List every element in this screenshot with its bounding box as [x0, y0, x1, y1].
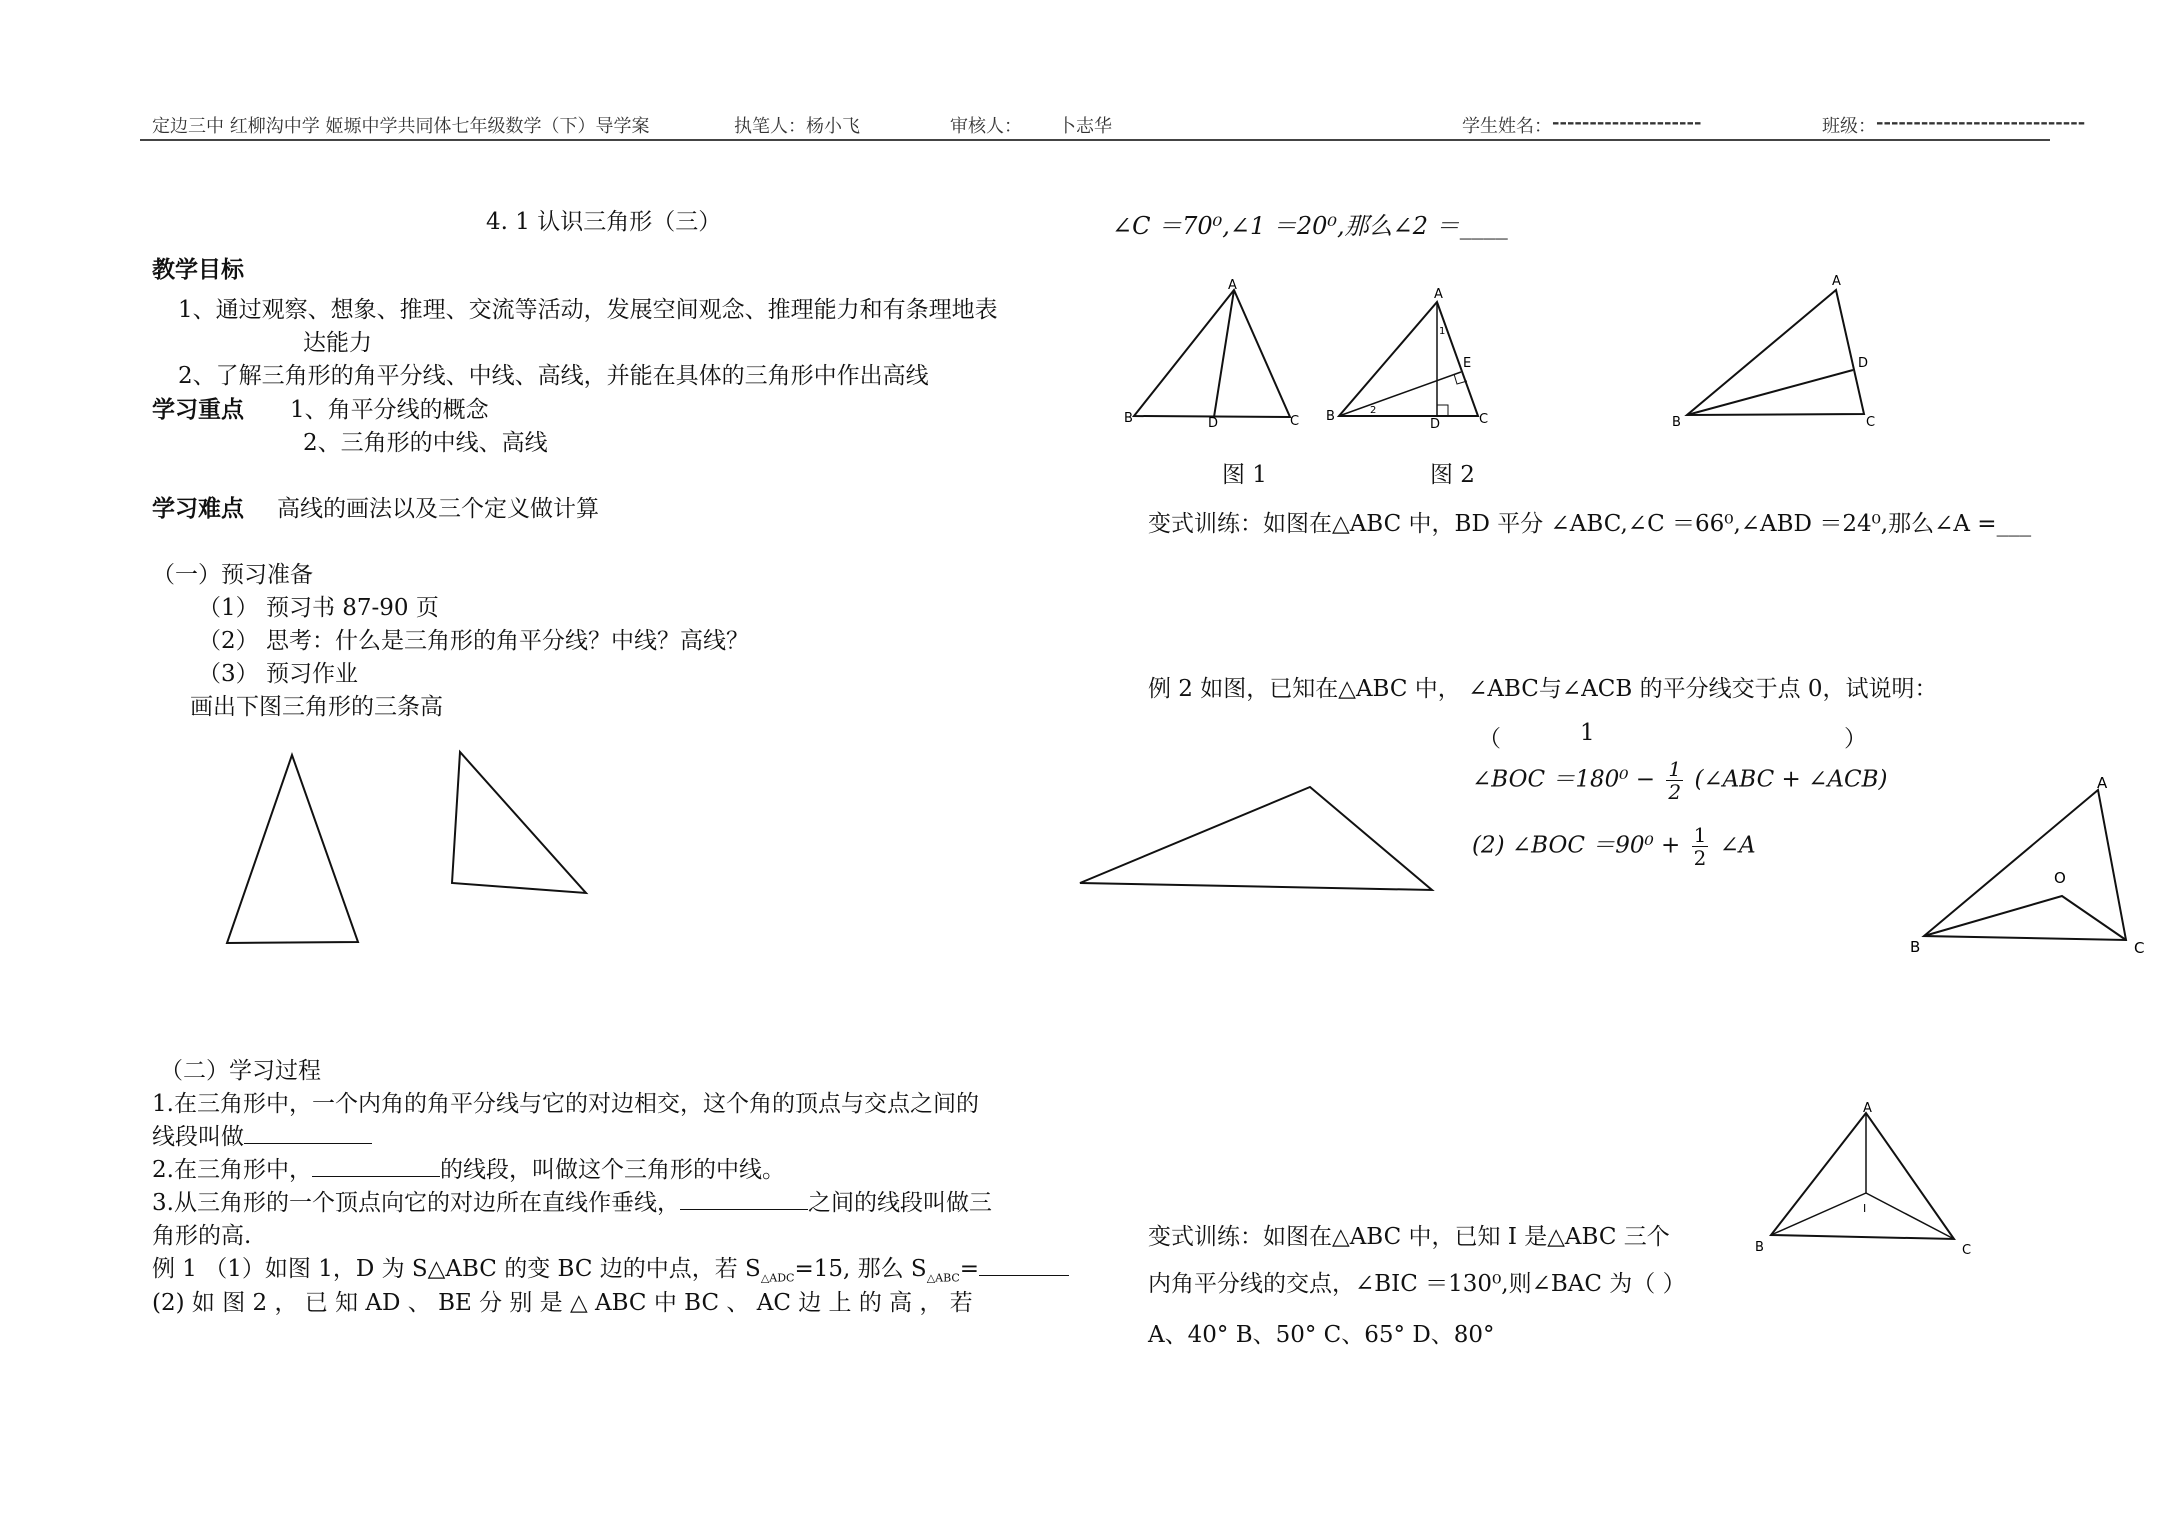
figI-label-a: A [1863, 1101, 1872, 1116]
question-3a-text: 3.从三角形的一个顶点向它的对边所在直线作垂线， [152, 1190, 680, 1216]
prep-item-2: （2） 思考：什么是三角形的角平分线？中线？高线？ [198, 628, 749, 654]
fig3-label-a: A [1832, 274, 1841, 289]
variation-1: 变式训练：如图在△ABC 中，BD 平分 ∠ABC,∠C ＝66⁰,∠ABD ＝24⁰,那么∠A =___ [1148, 511, 2032, 537]
boc-formula-2: (2) ∠BOC ＝90⁰ + [1472, 832, 1681, 859]
figO-label-c: C [2134, 939, 2145, 957]
fig1-label-d: D [1208, 416, 1219, 431]
fig1-label-a: A [1228, 278, 1237, 293]
prep-item-1: （1） 预习书 87-90 页 [198, 595, 439, 621]
fraction-1-denominator: 2 [1668, 780, 1682, 804]
difficulty-heading: 学习难点 [152, 495, 244, 522]
fraction-2-numerator: 1 [1693, 823, 1707, 847]
variation-2-line-2: 内角平分线的交点，∠BIC ＝130⁰,则∠BAC 为（ ） [1148, 1271, 1686, 1297]
boc-formula-2-tail: ∠A [1719, 832, 1756, 859]
example-2-part-1-close: ） [1844, 726, 1867, 752]
question-2a-text: 2.在三角形中， [152, 1157, 312, 1183]
fig2-label-angle-1: 1 [1439, 326, 1446, 337]
example-1-text-b: =15, 那么 S [794, 1256, 927, 1282]
class-label: 班级： [1822, 116, 1876, 137]
header-reviewer: 卜志华 [1058, 116, 1112, 137]
student-name-blank[interactable]: -------------------- [1552, 112, 1702, 133]
fraction-2-denominator: 2 [1693, 846, 1707, 870]
multiple-choice-options[interactable]: A、40° B、50° C、65° D、80° [1148, 1322, 1495, 1348]
class-blank[interactable]: ---------------------------- [1876, 112, 2086, 133]
fig2-label-a: A [1434, 287, 1443, 302]
example-1-text-a: 例 1 （1）如图 1，D 为 S△ABC 的变 BC 边的中点，若 S [152, 1256, 761, 1282]
header-school: 定边三中 红柳沟中学 姬塬中学共同体七年级数学（下）导学案 [152, 116, 650, 137]
fig2-label-b: B [1326, 409, 1335, 424]
header-reviewer-label: 审核人： [950, 116, 1022, 137]
question-2b-text: 的线段，叫做这个三角形的中线。 [439, 1157, 785, 1183]
goal-1-cont: 达能力 [303, 330, 372, 356]
figO-label-b: B [1910, 938, 1921, 956]
question-3c: 角形的高. [152, 1223, 252, 1249]
fig2-label-d: D [1430, 417, 1441, 432]
boc-formula-1: ∠BOC ＝180⁰ − [1472, 766, 1656, 793]
example-2: 例 2 如图，已知在△ABC 中， ∠ABC与∠ACB 的平分线交于点 0，试说明： [1148, 676, 1938, 702]
example-2-part-1-open: （ [1478, 726, 1501, 752]
area-subscript-adc: △ADC [760, 1271, 795, 1285]
process-heading: （二）学习过程 [160, 1058, 321, 1084]
area-subscript-abc: △ABC [926, 1271, 960, 1285]
figure-1-caption: 图 1 [1222, 462, 1267, 488]
figI-label-b: B [1755, 1240, 1764, 1255]
student-name-label: 学生姓名： [1462, 116, 1552, 137]
focus-heading: 学习重点 [152, 396, 244, 423]
boc-formula-1-tail: (∠ABC + ∠ACB) [1694, 766, 1888, 793]
difficulty-text: 高线的画法以及三个定义做计算 [277, 496, 599, 522]
page-title: 4. 1 认识三角形（三） [486, 209, 722, 235]
example-1-part-2: (2) 如 图 2 ， 已 知 AD 、 BE 分 别 是 △ ABC 中 BC 、 AC 边 上 的 高 ， 若 [152, 1290, 973, 1316]
example-2-part-1-number: 1 [1580, 720, 1595, 746]
fig3-label-d: D [1858, 356, 1869, 371]
figI-label-c: C [1962, 1243, 1972, 1258]
focus-1: 1、角平分线的概念 [290, 397, 489, 423]
goal-2: 2、了解三角形的角平分线、中线、高线，并能在具体的三角形中作出高线 [178, 363, 929, 389]
fig1-label-c: C [1290, 414, 1300, 429]
angle-condition: ∠C ＝70⁰,∠1 ＝20⁰,那么∠2 ＝____ [1112, 212, 1508, 240]
variation-2-line-1: 变式训练：如图在△ABC 中，已知 I 是△ABC 三个 [1148, 1224, 1670, 1250]
prep-heading: （一）预习准备 [152, 562, 313, 588]
fig3-label-c: C [1866, 415, 1876, 430]
goal-1: 1、通过观察、想象、推理、交流等活动，发展空间观念、推理能力和有条理地表 [178, 297, 998, 323]
fig1-label-b: B [1124, 411, 1133, 426]
fig3-label-b: B [1672, 415, 1681, 430]
figI-label-i: I [1863, 1202, 1867, 1215]
fig2-label-angle-2: 2 [1370, 405, 1377, 416]
fraction-1-numerator: 1 [1668, 757, 1682, 781]
figure-2-caption: 图 2 [1430, 462, 1475, 488]
focus-2: 2、三角形的中线、高线 [303, 430, 548, 456]
question-1a: 1.在三角形中，一个内角的角平分线与它的对边相交，这个角的顶点与交点之间的 [152, 1091, 979, 1117]
fig2-label-e: E [1463, 356, 1472, 371]
goals-heading: 教学目标 [152, 256, 244, 283]
figO-label-o: O [2054, 869, 2066, 887]
question-1b-text: 线段叫做 [152, 1124, 244, 1150]
example-1-text-c: = [959, 1256, 980, 1282]
figO-label-a: A [2097, 774, 2108, 792]
header-author: 执笔人：杨小飞 [734, 116, 860, 137]
question-3b-text: 之间的线段叫做三 [807, 1190, 992, 1216]
fig2-label-c: C [1479, 412, 1489, 427]
prep-item-3: （3） 预习作业 [198, 661, 358, 687]
prep-task: 画出下图三角形的三条高 [190, 694, 443, 720]
